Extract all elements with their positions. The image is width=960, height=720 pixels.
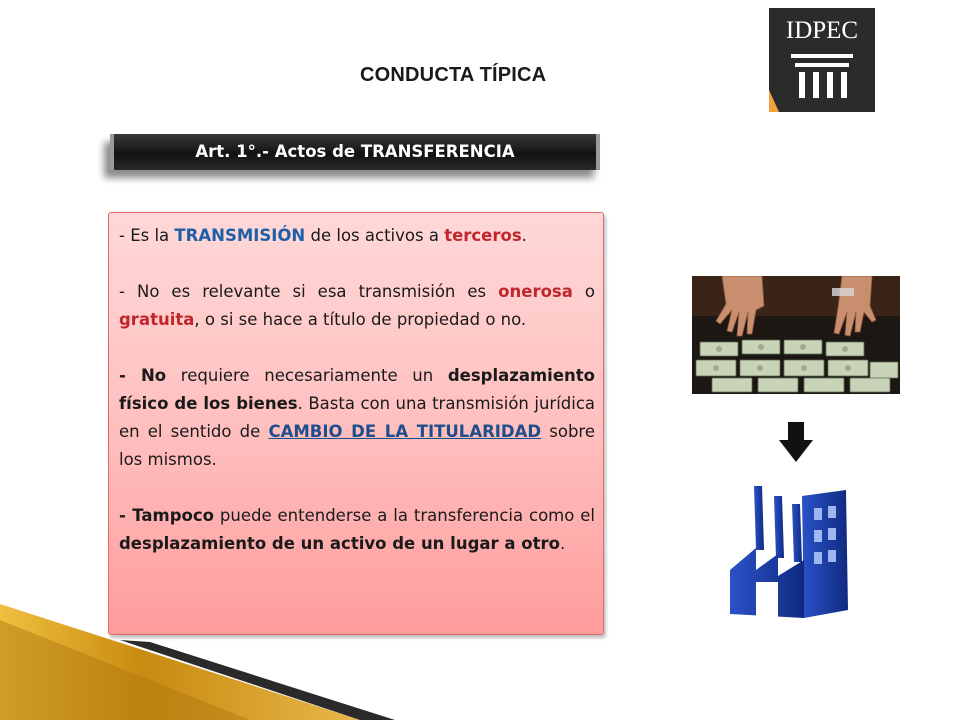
text: - Es la bbox=[119, 226, 175, 245]
point-desplazamiento bbox=[119, 362, 595, 474]
idpec-logo bbox=[769, 8, 875, 112]
content-panel bbox=[108, 212, 604, 635]
text: , o si se hace a título de propiedad o no. bbox=[194, 310, 527, 329]
point-tampoco bbox=[119, 502, 595, 558]
money-hands-image bbox=[692, 276, 900, 394]
bold-text: desplazamiento físico de los bienes bbox=[119, 366, 595, 413]
text: requiere necesariamente un bbox=[166, 366, 448, 385]
bold-text: - No bbox=[119, 366, 167, 385]
text: - No es relevante si esa transmisión es bbox=[119, 282, 499, 301]
highlight-onerosa: onerosa bbox=[498, 282, 573, 301]
text: de los activos a bbox=[305, 226, 445, 245]
point-onerosa bbox=[119, 278, 595, 334]
logo-text: IDPEC bbox=[785, 17, 859, 44]
point-transmission bbox=[119, 222, 595, 250]
text: o bbox=[572, 282, 595, 301]
bold-text: desplazamiento de un activo de un lugar a otro bbox=[119, 534, 560, 553]
highlight-transmision: TRANSMISIÓN bbox=[174, 226, 306, 245]
text: puede entenderse a la transferencia como el bbox=[213, 506, 595, 525]
text: sobre los mismos. bbox=[119, 422, 595, 469]
down-arrow-icon bbox=[779, 422, 813, 462]
cambio-titularidad-link[interactable]: CAMBIO DE LA TITULARIDAD bbox=[268, 422, 542, 441]
article-banner: Art. 1°.- Actos de TRANSFERENCIA bbox=[110, 134, 600, 170]
text: . bbox=[521, 226, 527, 245]
factory-icon bbox=[726, 478, 852, 626]
highlight-gratuita: gratuita bbox=[119, 310, 195, 329]
text: . Basta con una transmisión jurídica en el sentido de bbox=[119, 394, 596, 441]
bold-text: - Tampoco bbox=[119, 506, 214, 525]
highlight-terceros: terceros bbox=[444, 226, 522, 245]
text: . bbox=[559, 534, 566, 553]
slide-title: CONDUCTA TÍPICA bbox=[360, 64, 547, 86]
